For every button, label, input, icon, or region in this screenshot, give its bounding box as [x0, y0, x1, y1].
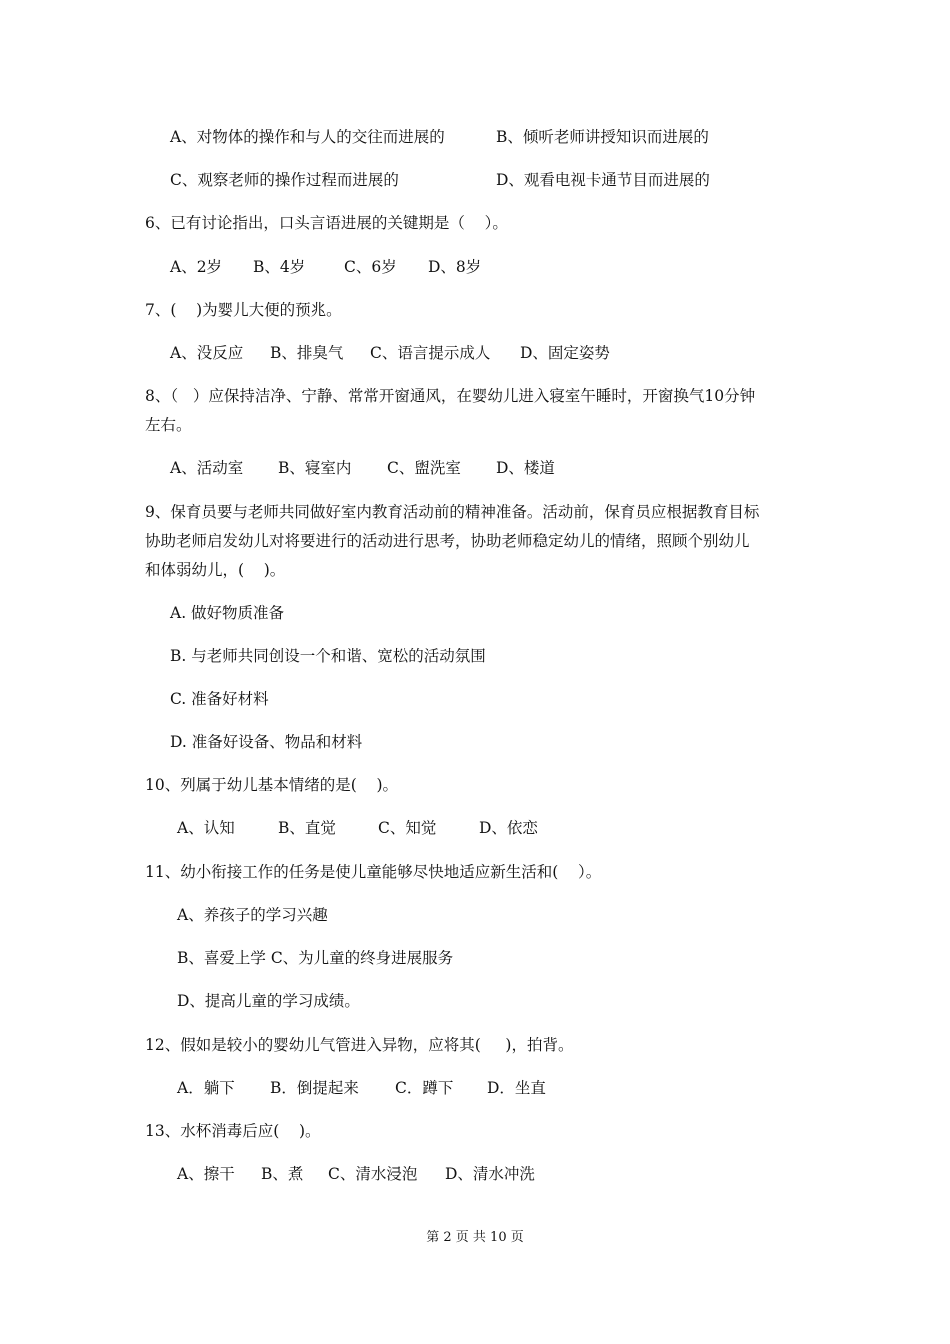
- q6-option-d: D、8岁: [428, 258, 482, 276]
- q9-option-d: D. 准备好设备、物品和材料: [170, 733, 363, 751]
- q13-option-a: A、擦干: [177, 1165, 235, 1183]
- q9-option-c: C. 准备好材料: [170, 690, 269, 708]
- q7-stem: 7、( )为婴儿大便的预兆。: [145, 301, 342, 319]
- page-number-footer: 第 2 页 共 10 页: [426, 1230, 524, 1245]
- q11-option-bc: B、喜爱上学 C、为儿童的终身进展服务: [177, 949, 454, 967]
- q12-option-c: C．蹲下: [395, 1079, 454, 1097]
- q8-option-b: B、寝室内: [278, 459, 352, 477]
- q5-option-d: D、观看电视卡通节目而进展的: [496, 171, 710, 189]
- q9-stem-line2: 协助老师启发幼儿对将要进行的活动进行思考，协助老师稳定幼儿的情绪，照顾个别幼儿: [145, 532, 750, 550]
- q7-option-c: C、语言提示成人: [370, 344, 491, 362]
- q6-stem: 6、已有讨论指出，口头言语进展的关键期是（ ）。: [145, 214, 508, 232]
- q10-option-d: D、依恋: [479, 819, 538, 837]
- q8-option-c: C、盥洗室: [387, 459, 461, 477]
- q12-option-d: D．坐直: [487, 1079, 546, 1097]
- q9-option-a: A. 做好物质准备: [170, 604, 285, 622]
- q10-option-b: B、直觉: [278, 819, 336, 837]
- q12-stem: 12、假如是较小的婴幼儿气管进入异物，应将其( )，拍背。: [145, 1036, 574, 1054]
- q8-stem-line1: 8、（ ）应保持洁净、宁静、常常开窗通风，在婴幼儿进入寝室午睡时，开窗换气10分钟: [145, 387, 756, 405]
- q10-option-c: C、知觉: [378, 819, 437, 837]
- q8-option-a: A、活动室: [170, 459, 244, 477]
- q12-option-a: A．躺下: [177, 1079, 235, 1097]
- q13-option-c: C、清水浸泡: [328, 1165, 418, 1183]
- q7-option-b: B、排臭气: [270, 344, 344, 362]
- q11-option-a: A、养孩子的学习兴趣: [177, 906, 328, 924]
- q13-stem: 13、水杯消毒后应( )。: [145, 1122, 321, 1140]
- q6-option-c: C、6岁: [344, 258, 397, 276]
- q6-option-a: A、2岁: [170, 258, 223, 276]
- q10-option-a: A、认知: [177, 819, 235, 837]
- q9-stem-line3: 和体弱幼儿，( )。: [145, 561, 286, 579]
- q10-stem: 10、列属于幼儿基本情绪的是( )。: [145, 776, 399, 794]
- q13-option-b: B、煮: [261, 1165, 304, 1183]
- q11-stem: 11、幼小衔接工作的任务是使儿童能够尽快地适应新生活和( ）。: [145, 863, 602, 881]
- q5-option-a: A、对物体的操作和与人的交往而进展的: [170, 128, 445, 146]
- q9-option-b: B. 与老师共同创设一个和谐、宽松的活动氛围: [170, 647, 486, 665]
- q8-option-d: D、楼道: [496, 459, 555, 477]
- q12-option-b: B．倒提起来: [270, 1079, 359, 1097]
- q5-option-c: C、观察老师的操作过程而进展的: [170, 171, 399, 189]
- q6-option-b: B、4岁: [253, 258, 306, 276]
- q13-option-d: D、清水冲洗: [445, 1165, 535, 1183]
- q9-stem-line1: 9、保育员要与老师共同做好室内教育活动前的精神准备。活动前，保育员应根据教育目标: [145, 503, 760, 521]
- q11-option-d: D、提高儿童的学习成绩。: [177, 992, 360, 1010]
- q7-option-d: D、固定姿势: [520, 344, 610, 362]
- q5-option-b: B、倾听老师讲授知识而进展的: [496, 128, 709, 146]
- q7-option-a: A、没反应: [170, 344, 244, 362]
- q8-stem-line2: 左右。: [145, 416, 192, 434]
